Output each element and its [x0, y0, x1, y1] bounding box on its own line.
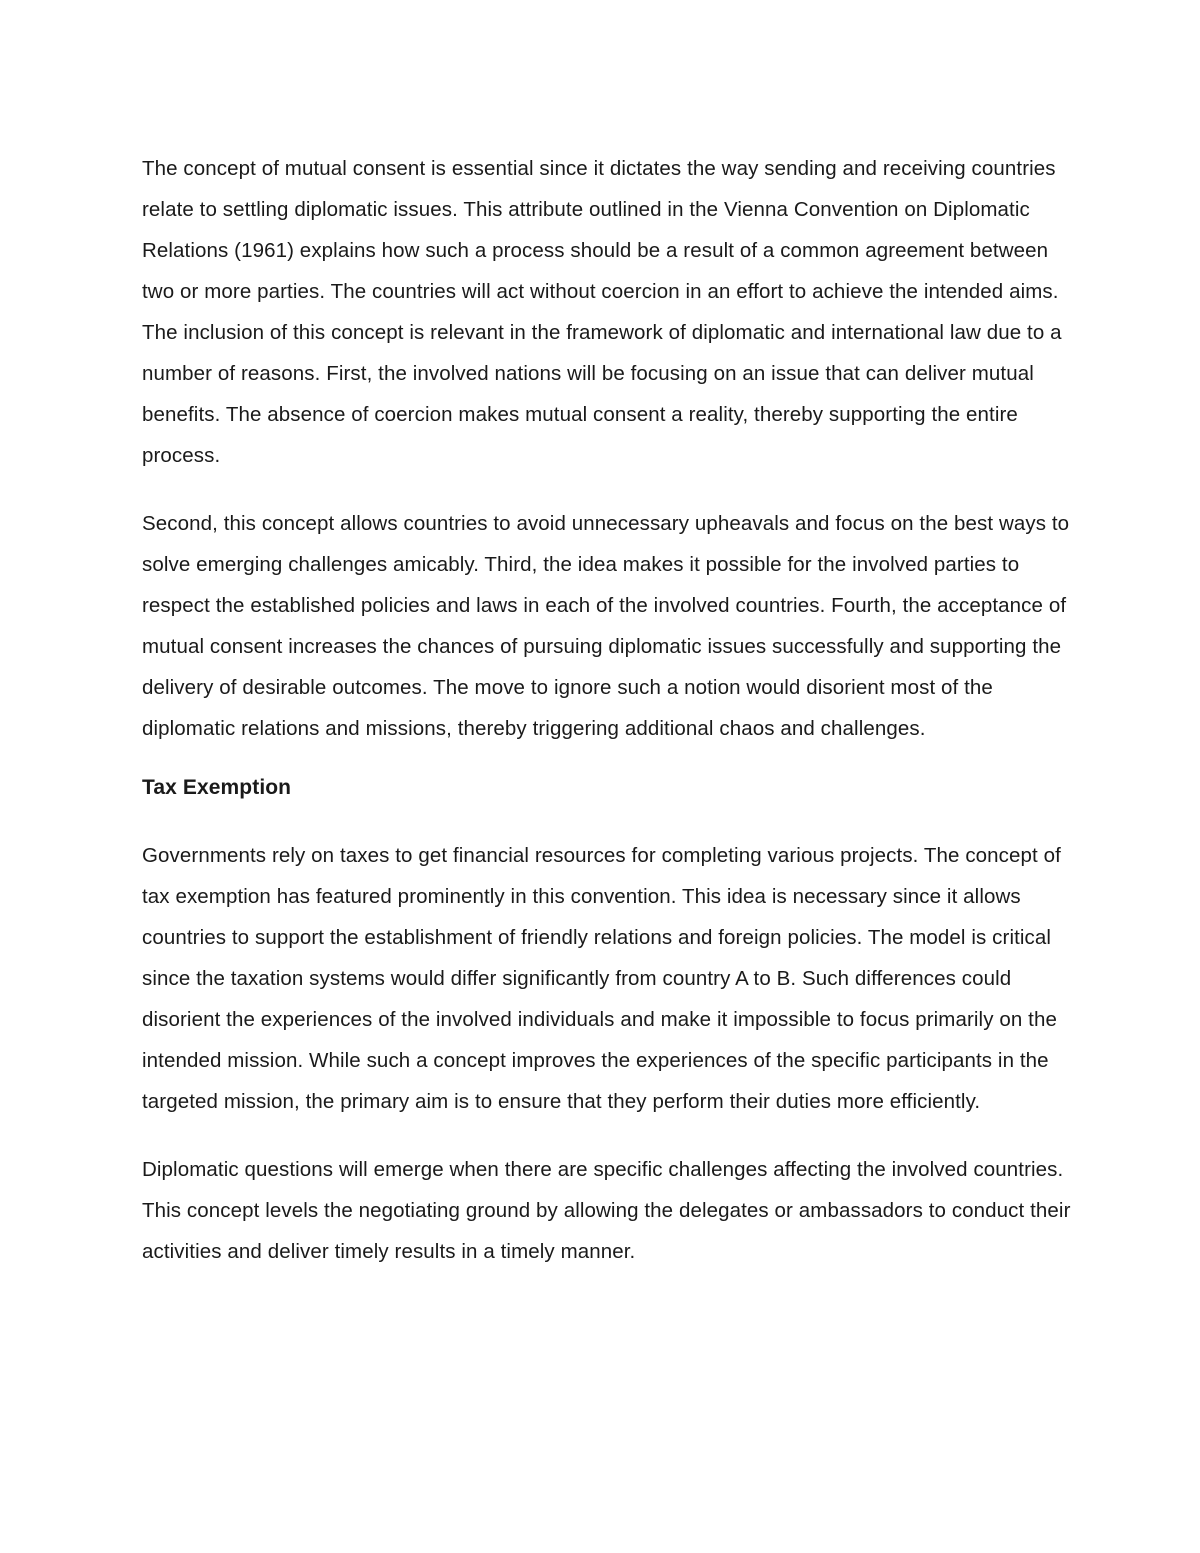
paragraph-tax-exemption: Governments rely on taxes to get financial resources for completing various projects. The concept of tax exemption has featured prominently in this convention. This idea is necessary since it allows countries to support the establishment of friendly relations and foreign policies. The model is critical since the taxation systems would differ significantly from country A to B. Such differences could disorient the experiences of the involved individuals and make it impossible to focus primarily on the intended mission. While such a concept improves the experiences of the specific participants in the targeted mission, the primary aim is to ensure that they perform their duties more efficiently. [142, 844, 1061, 1113]
document-body [142, 148, 1072, 1272]
section-heading-tax-exemption: Tax Exemption [142, 776, 292, 799]
paragraph-mutual-consent-reasons: Second, this concept allows countries to avoid unnecessary upheavals and focus on the best ways to solve emerging challenges amicably. Third, the idea makes it possible for the involved parties to respect the established policies and laws in each of the involved countries. Fourth, the acceptance of mutual consent increases the chances of pursuing diplomatic issues successfully and supporting the delivery of desirable outcomes. The move to ignore such a notion would disorient most of the diplomatic relations and missions, thereby triggering additional chaos and challenges. [142, 512, 1070, 740]
paragraph-mutual-consent: The concept of mutual consent is essential since it dictates the way sending and receiving countries relate to settling diplomatic issues. This attribute outlined in the Vienna Convention on Diplomatic Relations (1961) explains how such a process should be a result of a common agreement between two or more parties. The countries will act without coercion in an effort to achieve the intended aims. The inclusion of this concept is relevant in the framework of diplomatic and international law due to a number of reasons. First, the involved nations will be focusing on an issue that can deliver mutual benefits. The absence of coercion makes mutual consent a reality, thereby supporting the entire process. [142, 157, 1062, 467]
paragraph-diplomatic-questions: Diplomatic questions will emerge when there are specific challenges affecting the involved countries. This concept levels the negotiating ground by allowing the delegates or ambassadors to conduct their activities and deliver timely results in a timely manner. [142, 1158, 1071, 1263]
